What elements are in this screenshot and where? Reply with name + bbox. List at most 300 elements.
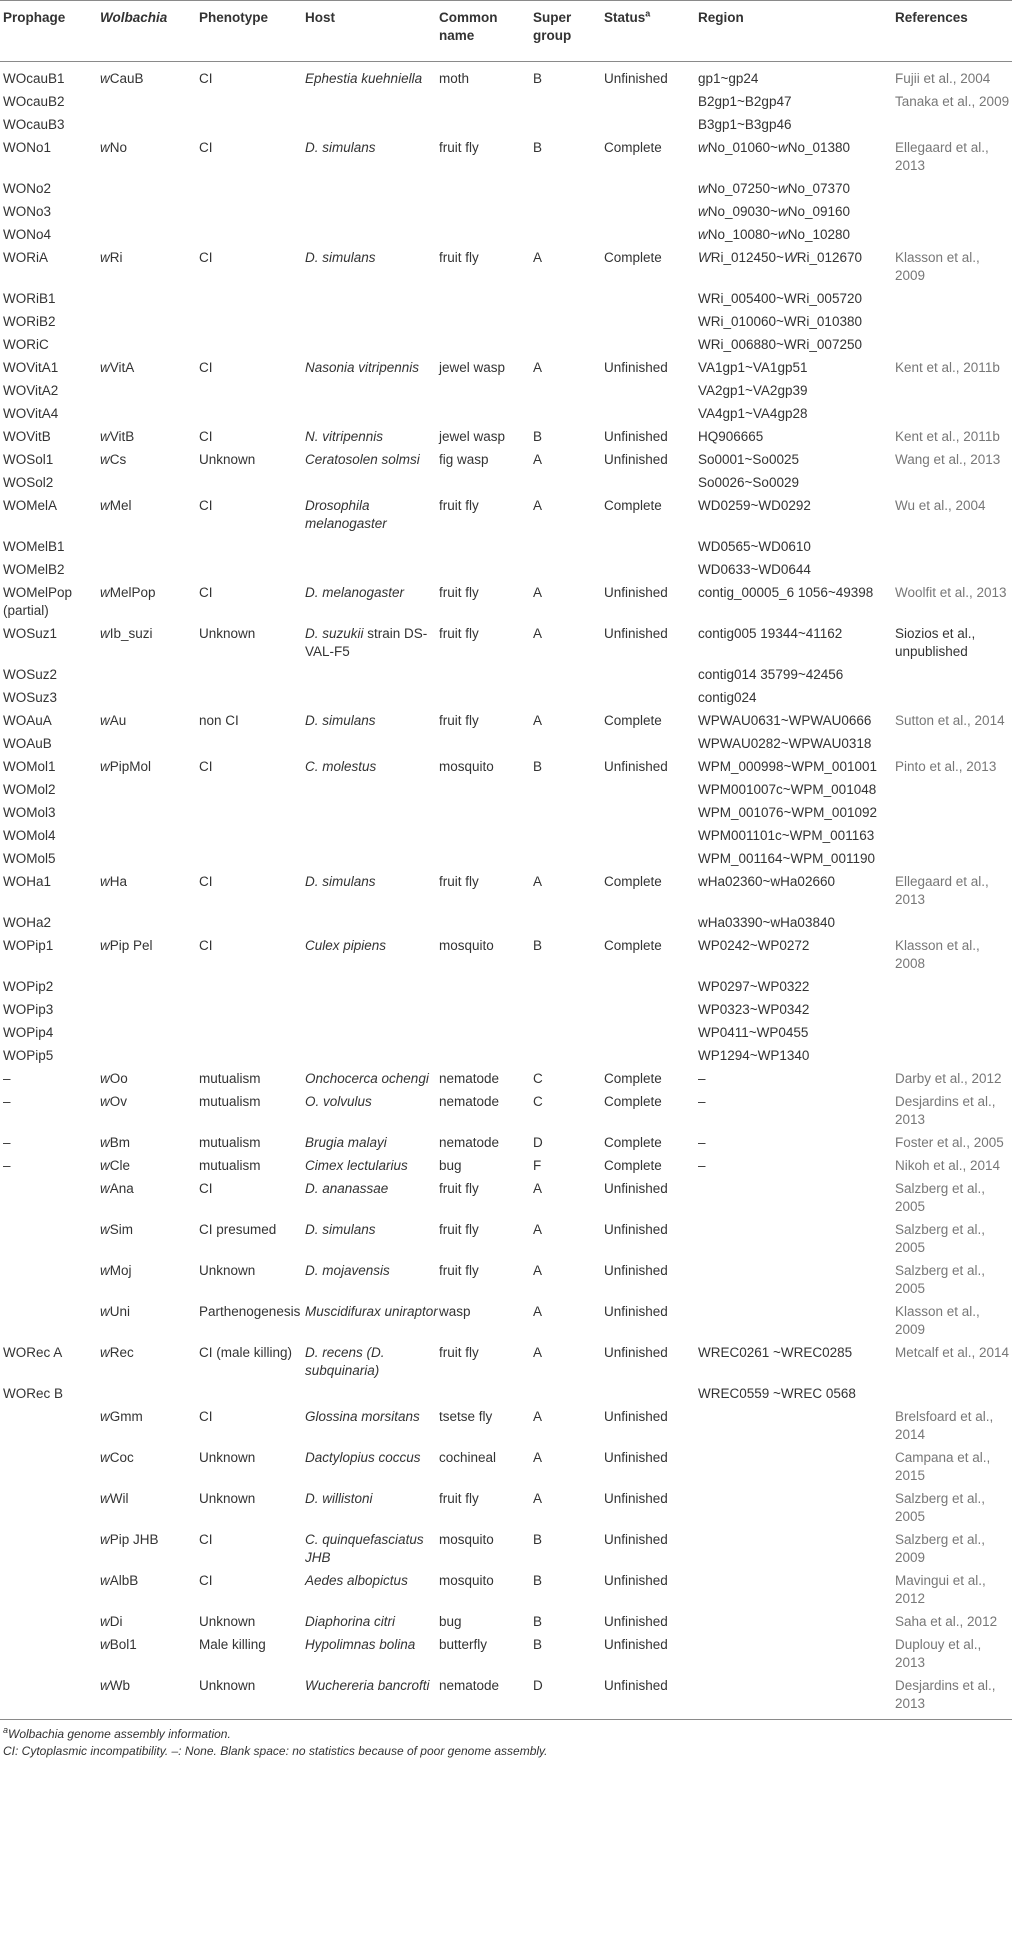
cell-common-name [439, 536, 533, 559]
cell-prophage: WOVitA1 [3, 360, 59, 375]
cell-region [698, 137, 895, 178]
cell-status: Complete [604, 938, 662, 953]
table-row [0, 1611, 1012, 1634]
table-row [0, 779, 1012, 802]
cell-wolbachia [100, 1447, 199, 1488]
cell-region [698, 1301, 895, 1342]
cell-reference [895, 1045, 1012, 1068]
cell-prophage: WOSuz3 [3, 690, 58, 705]
wolbachia-prefix: w [100, 429, 110, 444]
cell-region: WPM_001164~WPM_001190 [698, 851, 875, 866]
cell-super-group: B [533, 938, 543, 953]
cell-region: B2gp1~B2gp47 [698, 94, 792, 109]
table-row [0, 201, 1012, 224]
cell-region: VA4gp1~VA4gp28 [698, 406, 808, 421]
wolbachia-strain: Ri [109, 250, 123, 265]
cell-wolbachia [100, 247, 199, 288]
cell-reference [895, 224, 1012, 247]
cell-prophage: WORec B [3, 1386, 64, 1401]
cell-prophage: WOPip2 [3, 979, 54, 994]
cell-super-group: A [533, 360, 543, 375]
cell-phenotype: Unknown [199, 452, 256, 467]
cell-status [604, 536, 698, 559]
cell-super-group: A [533, 1222, 543, 1237]
cell-prophage: WOPip1 [3, 938, 54, 953]
cell-super-group: A [533, 498, 543, 513]
cell-super-group [533, 976, 604, 999]
cell-prophage [0, 1570, 100, 1611]
region-prefix: W [698, 250, 711, 265]
wolbachia-prefix: w [100, 1491, 110, 1506]
table-row [0, 1155, 1012, 1178]
cell-prophage: – [3, 1071, 11, 1086]
wolbachia-strain: Rec [109, 1345, 134, 1360]
region-prefix: w [777, 181, 788, 196]
cell-common-name [439, 1045, 533, 1068]
cell-super-group [533, 999, 604, 1022]
cell-super-group [533, 380, 604, 403]
table-row [0, 311, 1012, 334]
cell-region: WPWAU0631~WPWAU0666 [698, 713, 872, 728]
cell-common-name: fruit fly [439, 1222, 479, 1237]
region-end: No_07370 [787, 181, 851, 196]
wolbachia-prefix: w [100, 498, 110, 513]
cell-super-group: A [533, 1263, 543, 1278]
region-prefix: w [698, 181, 708, 196]
cell-super-group: A [533, 1345, 543, 1360]
host-species: Diaphorina citri [305, 1614, 396, 1629]
host-species: Dactylopius coccus [305, 1450, 421, 1465]
cell-status: Unfinished [604, 1491, 668, 1506]
host-species: D. simulans [305, 713, 376, 728]
cell-status: Complete [604, 1094, 662, 1109]
cell-status [604, 472, 698, 495]
region-start: No_07250~ [707, 181, 778, 196]
cell-prophage: WOcauB2 [3, 94, 65, 109]
table-row [0, 91, 1012, 114]
cell-wolbachia [100, 137, 199, 178]
cell-region: WREC0559 ~WREC 0568 [698, 1386, 856, 1401]
cell-common-name [439, 178, 533, 201]
wolbachia-prefix: w [100, 1678, 110, 1693]
cell-phenotype: CI [199, 140, 213, 155]
cell-phenotype: Unknown [199, 1263, 256, 1278]
cell-super-group: F [533, 1158, 542, 1173]
cell-wolbachia [100, 1611, 199, 1634]
host-species: O. volvulus [305, 1094, 372, 1109]
table-row [0, 1634, 1012, 1675]
table-row [0, 710, 1012, 733]
cell-phenotype: CI [199, 874, 213, 889]
cell-reference [895, 733, 1012, 756]
cell-wolbachia [100, 1342, 199, 1383]
wolbachia-prefix: w [100, 713, 110, 728]
cell-super-group [533, 779, 604, 802]
cell-wolbachia [100, 1260, 199, 1301]
table-row [0, 1383, 1012, 1406]
cell-host [305, 380, 439, 403]
cell-region [698, 1488, 895, 1529]
cell-reference [895, 334, 1012, 357]
cell-status: Complete [604, 713, 662, 728]
cell-common-name: cochineal [439, 1450, 497, 1465]
cell-reference: Salzberg et al., 2005 [895, 1263, 986, 1296]
cell-region: WP0242~WP0272 [698, 938, 810, 953]
cell-super-group: A [533, 1304, 543, 1319]
cell-host [305, 114, 439, 137]
wolbachia-strain: Moj [109, 1263, 132, 1278]
table-row [0, 536, 1012, 559]
wolbachia-prefix: w [100, 1532, 110, 1547]
cell-super-group [533, 825, 604, 848]
table-row [0, 848, 1012, 871]
cell-host [305, 733, 439, 756]
cell-reference: Wu et al., 2004 [895, 498, 986, 513]
wolbachia-strain: Au [109, 713, 127, 728]
cell-super-group: D [533, 1135, 543, 1150]
wolbachia-strain: VitB [109, 429, 135, 444]
table-row [0, 426, 1012, 449]
cell-status: Unfinished [604, 1222, 668, 1237]
cell-status [604, 802, 698, 825]
cell-super-group [533, 91, 604, 114]
cell-phenotype: Unknown [199, 1675, 305, 1720]
cell-common-name [439, 201, 533, 224]
region-start: No_01060~ [707, 140, 778, 155]
cell-wolbachia [100, 733, 199, 756]
wolbachia-strain: PipMol [109, 759, 152, 774]
cell-status [604, 91, 698, 114]
cell-prophage: WORiA [3, 250, 48, 265]
table-row [0, 403, 1012, 426]
cell-prophage: WOPip4 [3, 1025, 54, 1040]
cell-super-group: A [533, 874, 543, 889]
table-row [0, 1260, 1012, 1301]
cell-status [604, 687, 698, 710]
cell-region [698, 1260, 895, 1301]
cell-region: wHa03390~wHa03840 [698, 915, 835, 930]
cell-wolbachia [100, 178, 199, 201]
cell-region: – [698, 1071, 706, 1086]
cell-host [305, 1301, 439, 1342]
region-prefix: W [783, 250, 797, 265]
wolbachia-prefix: w [100, 1345, 110, 1360]
cell-prophage: WOAuA [3, 713, 52, 728]
host-species: Culex pipiens [305, 938, 387, 953]
host-species: Brugia malayi [305, 1135, 387, 1150]
cell-super-group [533, 733, 604, 756]
header-region: Region [698, 1, 895, 62]
host-species: D. simulans [305, 140, 376, 155]
cell-host [305, 137, 439, 178]
cell-super-group: B [533, 140, 543, 155]
cell-phenotype: CI [199, 1573, 213, 1588]
cell-phenotype [199, 178, 305, 201]
cell-common-name [439, 334, 533, 357]
cell-wolbachia [100, 1634, 199, 1675]
cell-region: WPM001101c~WPM_001163 [698, 828, 875, 843]
cell-super-group: A [533, 250, 543, 265]
cell-wolbachia [100, 559, 199, 582]
cell-status [604, 976, 698, 999]
cell-phenotype: CI presumed [199, 1222, 277, 1237]
host-species: D. ananassae [305, 1181, 389, 1196]
cell-status [604, 178, 698, 201]
cell-status: Unfinished [604, 1409, 668, 1424]
cell-wolbachia [100, 201, 199, 224]
cell-prophage: – [3, 1135, 11, 1150]
cell-region: WP1294~WP1340 [698, 1048, 810, 1063]
table-row [0, 935, 1012, 976]
footnote-1-text: Wolbachia genome assembly information. [8, 1727, 231, 1741]
cell-reference [895, 999, 1012, 1022]
cell-common-name [439, 1022, 533, 1045]
host-species: Ephestia kuehniella [305, 71, 423, 86]
cell-host [305, 1570, 439, 1611]
host-species: Wuchereria bancrofti [305, 1678, 430, 1693]
cell-phenotype [199, 802, 305, 825]
table-row [0, 1406, 1012, 1447]
cell-reference: Darby et al., 2012 [895, 1071, 1002, 1086]
region-start: Ri_012450~ [710, 250, 784, 265]
cell-prophage [0, 1447, 100, 1488]
cell-phenotype: CI [199, 429, 213, 444]
cell-region: So0026~So0029 [698, 475, 799, 490]
cell-host [305, 1178, 439, 1219]
wolbachia-prefix: w [100, 1071, 110, 1086]
cell-common-name: nematode [439, 1675, 533, 1720]
cell-common-name [439, 733, 533, 756]
table-row [0, 380, 1012, 403]
cell-prophage: WOMol5 [3, 851, 56, 866]
cell-status: Unfinished [604, 759, 668, 774]
wolbachia-strain: Ha [109, 874, 128, 889]
wolbachia-prefix: w [100, 250, 110, 265]
cell-region [698, 1611, 895, 1634]
host-species: Onchocerca ochengi [305, 1071, 429, 1086]
cell-common-name: bug [439, 1158, 462, 1173]
cell-prophage: WONo3 [3, 204, 52, 219]
cell-prophage: WOMelA [3, 498, 57, 513]
cell-phenotype [199, 1383, 305, 1406]
cell-region [698, 224, 895, 247]
cell-status: Unfinished [604, 452, 668, 467]
cell-phenotype [199, 1022, 305, 1045]
header-status [604, 1, 698, 62]
cell-super-group [533, 201, 604, 224]
table-row [0, 137, 1012, 178]
table-row [0, 1022, 1012, 1045]
cell-reference [895, 472, 1012, 495]
cell-region: WRi_005400~WRi_005720 [698, 291, 862, 306]
header-host: Host [305, 1, 439, 62]
cell-host [305, 357, 439, 380]
cell-wolbachia [100, 935, 199, 976]
cell-common-name: nematode [439, 1135, 500, 1150]
wolbachia-strain: Wil [109, 1491, 129, 1506]
wolbachia-strain: Coc [109, 1450, 134, 1465]
cell-prophage [0, 1634, 100, 1675]
wolbachia-prefix: w [100, 874, 110, 889]
wolbachia-strain: Bm [109, 1135, 130, 1150]
wolbachia-prefix: w [100, 1222, 110, 1237]
wolbachia-strain: Uni [109, 1304, 131, 1319]
cell-reference [895, 201, 1012, 224]
cell-reference [895, 311, 1012, 334]
table-row [0, 495, 1012, 536]
wolbachia-strain: No [109, 140, 128, 155]
cell-common-name [439, 912, 533, 935]
cell-wolbachia [100, 449, 199, 472]
cell-region: contig_00005_6 1056~49398 [698, 585, 874, 600]
cell-common-name [439, 114, 533, 137]
region-prefix: w [698, 204, 708, 219]
cell-phenotype: mutualism [199, 1094, 261, 1109]
wolbachia-strain: Pip JHB [109, 1532, 159, 1547]
cell-common-name [439, 848, 533, 871]
cell-wolbachia [100, 1570, 199, 1611]
header-status-footnote-mark: a [645, 8, 651, 19]
cell-region: WP0411~WP0455 [698, 1025, 809, 1040]
cell-reference [895, 848, 1012, 871]
cell-wolbachia [100, 1022, 199, 1045]
cell-host [305, 1022, 439, 1045]
host-species: D. simulans [305, 1222, 376, 1237]
cell-status: Unfinished [604, 1304, 668, 1319]
cell-wolbachia [100, 1675, 199, 1720]
cell-common-name: fruit fly [439, 1263, 479, 1278]
cell-reference: Klasson et al., 2009 [895, 1304, 980, 1337]
cell-reference: Salzberg et al., 2005 [895, 1491, 986, 1524]
wolbachia-prefix: w [100, 626, 110, 641]
cell-prophage: WOVitB [3, 429, 51, 444]
wolbachia-strain: Oo [109, 1071, 128, 1086]
cell-region: – [698, 1158, 706, 1173]
cell-host [305, 802, 439, 825]
cell-wolbachia [100, 380, 199, 403]
cell-region: WRi_006880~WRi_007250 [698, 337, 862, 352]
host-species: C. quinquefasciatus JHB [305, 1532, 424, 1565]
cell-wolbachia [100, 623, 199, 664]
header-references: References [895, 1, 1012, 62]
cell-status [604, 733, 698, 756]
cell-reference [895, 779, 1012, 802]
cell-status: Complete [604, 498, 662, 513]
cell-status: Complete [604, 1135, 662, 1150]
wolbachia-prefix: w [100, 1614, 110, 1629]
table-row [0, 687, 1012, 710]
wolbachia-strain: Sim [109, 1222, 133, 1237]
wolbachia-strain: Ana [109, 1181, 134, 1196]
cell-reference [895, 825, 1012, 848]
cell-prophage [0, 1611, 100, 1634]
cell-phenotype: Unknown [199, 1450, 256, 1465]
cell-host [305, 311, 439, 334]
cell-wolbachia [100, 357, 199, 380]
wolbachia-strain: Wb [109, 1678, 130, 1693]
cell-host [305, 334, 439, 357]
cell-host [305, 201, 439, 224]
region-end: No_01380 [787, 140, 851, 155]
wolbachia-strain: Ov [109, 1094, 128, 1109]
wolbachia-strain: Di [109, 1614, 123, 1629]
cell-reference [895, 288, 1012, 311]
cell-prophage: WOSol1 [3, 452, 54, 467]
cell-common-name: fruit fly [439, 585, 479, 600]
cell-host [305, 449, 439, 472]
host-species: D. willistoni [305, 1491, 373, 1506]
header-common-name: Common name [439, 1, 533, 62]
cell-status [604, 1383, 698, 1406]
region-prefix: w [698, 140, 708, 155]
table-row [0, 1570, 1012, 1611]
table-row [0, 224, 1012, 247]
cell-wolbachia [100, 687, 199, 710]
cell-reference: Duplouy et al., 2013 [895, 1637, 982, 1670]
cell-region: WD0633~WD0644 [698, 562, 811, 577]
cell-wolbachia [100, 1068, 199, 1091]
wolbachia-strain: Cs [109, 452, 127, 467]
wolbachia-strain: VitA [109, 360, 135, 375]
cell-super-group [533, 1022, 604, 1045]
cell-super-group [533, 559, 604, 582]
host-species: Nasonia vitripennis [305, 360, 420, 375]
cell-phenotype: Parthenogenesis [199, 1304, 301, 1319]
cell-region: So0001~So0025 [698, 452, 799, 467]
cell-status: Unfinished [604, 71, 668, 86]
cell-host [305, 495, 439, 536]
cell-status [604, 1045, 698, 1068]
cell-host [305, 224, 439, 247]
cell-status: Unfinished [604, 585, 668, 600]
cell-phenotype [199, 536, 305, 559]
cell-super-group [533, 536, 604, 559]
header-wolbachia: Wolbachia [100, 1, 199, 62]
host-species: D. recens (D. subquinaria) [305, 1345, 385, 1378]
cell-phenotype: mutualism [199, 1135, 261, 1150]
cell-reference [895, 802, 1012, 825]
cell-wolbachia [100, 1091, 199, 1132]
cell-reference [895, 536, 1012, 559]
cell-phenotype [199, 91, 305, 114]
cell-common-name [439, 311, 533, 334]
host-species: D. suzukii [305, 626, 364, 641]
cell-reference: Salzberg et al., 2005 [895, 1222, 986, 1255]
cell-prophage: WOVitA2 [3, 383, 59, 398]
cell-common-name: fruit fly [439, 713, 479, 728]
cell-common-name [439, 224, 533, 247]
region-start: No_10080~ [707, 227, 778, 242]
table-row [0, 1068, 1012, 1091]
cell-host [305, 825, 439, 848]
cell-super-group: B [533, 1614, 543, 1629]
cell-region [698, 1219, 895, 1260]
cell-status: Unfinished [604, 429, 668, 444]
table-row [0, 664, 1012, 687]
wolbachia-prefix: w [100, 1263, 110, 1278]
cell-super-group: C [533, 1071, 543, 1086]
host-species: D. mojavensis [305, 1263, 390, 1278]
cell-host [305, 779, 439, 802]
cell-phenotype [199, 311, 305, 334]
cell-common-name: nematode [439, 1094, 500, 1109]
cell-common-name [439, 825, 533, 848]
cell-prophage: WORiB1 [3, 291, 56, 306]
cell-wolbachia [100, 976, 199, 999]
table-row [0, 62, 1012, 92]
cell-super-group [533, 114, 604, 137]
cell-common-name [439, 779, 533, 802]
